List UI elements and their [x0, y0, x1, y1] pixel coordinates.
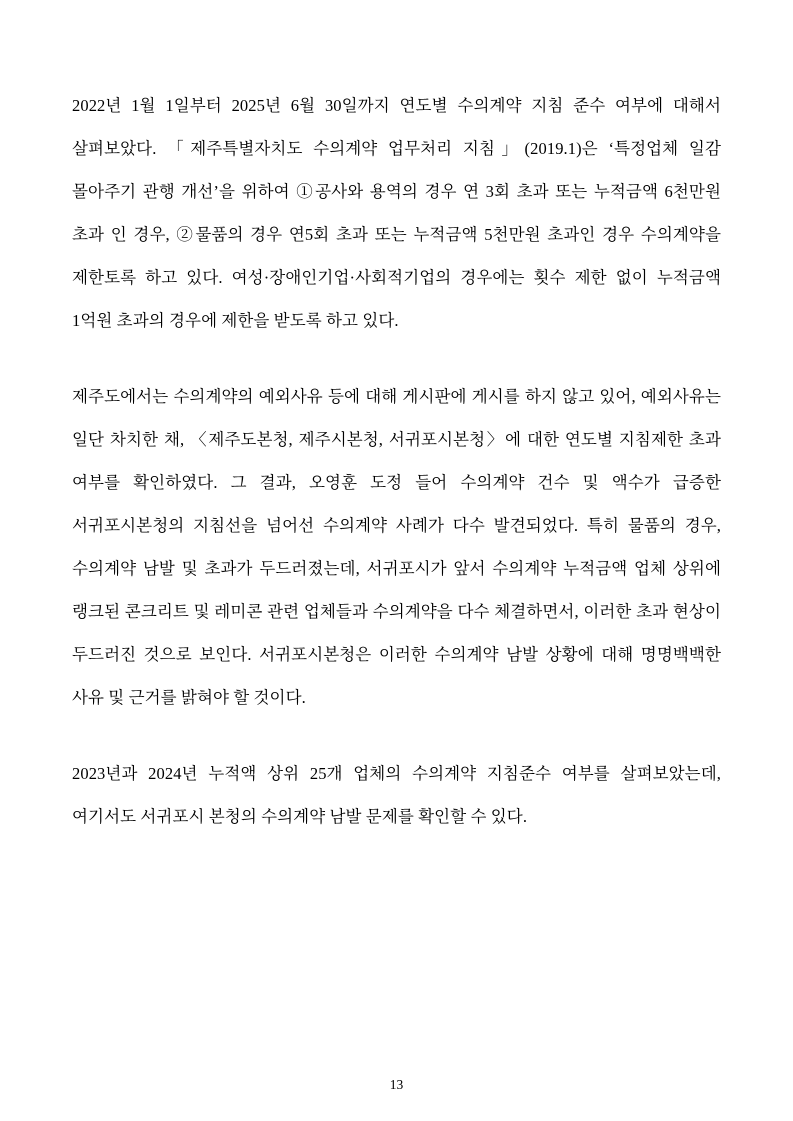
document-body	[72, 84, 721, 838]
page-number: 13	[389, 1077, 404, 1092]
paragraph-3: 2023년과 2024년 누적액 상위 25개 업체의 수의계약 지침준수 여부를 살펴보았는데, 여기서도 서귀포시 본청의 수의계약 남발 문제를 확인할 수 있다.	[72, 764, 721, 826]
paragraph-2: 제주도에서는 수의계약의 예외사유 등에 대해 게시판에 게시를 하지 않고 있어, 예외사유는 일단 차치한 채, 〈제주도본청, 제주시본청, 서귀포시본청〉에 대한 연도별 지침제한 초과 여부를 확인하였다. 그 결과, 오영훈 도정 들어 수의계약 건수 및 액수가 급증한 서귀포시본청의 지침선을 넘어선 수의계약 사례가 다수 발견되었다. 특히 물품의 경우, 수의계약 남발 및 초과가 두드러졌는데, 서귀포시가 앞서 수의계약 누적금액 업체 상위에 랭크된 콘크리트 및 레미콘 관련 업체들과 수의계약을 다수 체결하면서, 이러한 초과 현상이 두드러진 것으로 보인다. 서귀포시본청은 이러한 수의계약 남발 상황에 대해 명명백백한 사유 및 근거를 밝혀야 할 것이다.	[72, 387, 721, 707]
paragraph-1: 2022년 1월 1일부터 2025년 6월 30일까지 연도별 수의계약 지침 준수 여부에 대해서 살펴보았다. 「제주특별자치도 수의계약 업무처리 지침」(2019.1)은 ‘특정업체 일감 몰아주기 관행 개선’을 위하여 ①공사와 용역의 경우 연 3회 초과 또는 누적금액 6천만원 초과 인 경우, ②물품의 경우 연5회 초과 또는 누적금액 5천만원 초과인 경우 수의계약을 제한토록 하고 있다. 여성·장애인기업·사회적기업의 경우에는 횟수 제한 없이 누적금액 1억원 초과의 경우에 제한을 받도록 하고 있다.	[72, 96, 721, 330]
